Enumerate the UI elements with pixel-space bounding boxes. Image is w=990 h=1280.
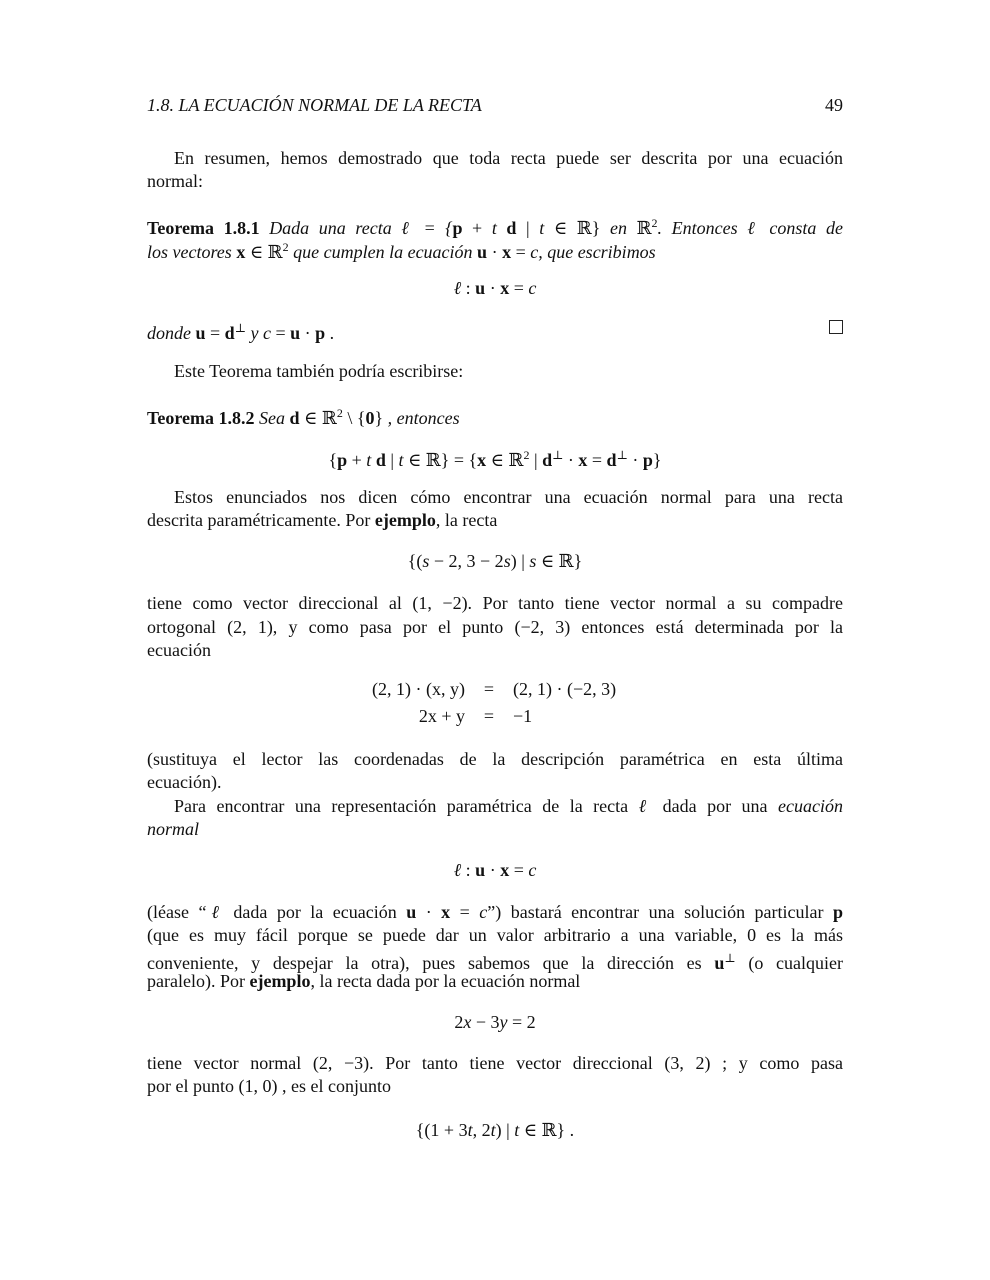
text-segment: (o cualquier — [735, 953, 843, 973]
text-segment: Este Teorema también podría escribirse: — [174, 361, 464, 381]
text-segment: u — [477, 242, 488, 262]
bold-text: Teorema 1.8.1 — [147, 218, 270, 238]
italic-text: t — [491, 218, 507, 238]
text-segment: u — [195, 323, 206, 343]
italic-text: t — [467, 1120, 473, 1140]
text-segment: = — [587, 450, 607, 470]
text-line — [147, 360, 843, 382]
text-line — [147, 486, 843, 508]
text-segment: En resumen, hemos demostrado que toda recta puede ser descrita por una ecuación — [174, 148, 843, 168]
italic-text: ℓ — [453, 278, 462, 298]
text-segment: = — [270, 323, 291, 343]
italic-text: t — [514, 1120, 520, 1140]
text-line — [147, 970, 843, 992]
text-segment: ortogonal (2, 1), y como pasa por el punto (−2, 3) entonces está determinada por la — [147, 617, 843, 637]
text-segment: + — [462, 218, 492, 238]
text-segment: ∈ ℝ} = { — [403, 450, 478, 470]
text-segment: x — [441, 902, 451, 922]
page-number: 49 — [825, 95, 843, 115]
text-segment: d — [606, 450, 617, 470]
italic-text: que cumplen la ecuación — [288, 242, 478, 262]
text-line — [147, 1052, 843, 1074]
text-segment: 2 — [651, 216, 658, 230]
text-line — [147, 771, 843, 793]
text-segment: u — [714, 953, 725, 973]
text-segment: {( — [407, 551, 423, 571]
text-line — [147, 795, 843, 817]
text-segment: paralelo). Por — [147, 971, 250, 991]
italic-text: c — [528, 278, 537, 298]
italic-text: y c — [245, 323, 271, 343]
text-segment: p — [315, 323, 326, 343]
text-segment: x — [236, 242, 246, 262]
italic-text: y — [499, 1012, 508, 1032]
text-line — [147, 901, 843, 923]
bold-text: ejemplo — [249, 971, 311, 991]
text-segment: d — [224, 323, 235, 343]
text-segment: conveniente, y despejar la otra), pues sabemos que la dirección es — [147, 953, 715, 973]
text-segment: ecuación). — [147, 772, 222, 792]
text-segment: . — [325, 323, 335, 343]
italic-text: x — [463, 1012, 472, 1032]
text-segment: ⊥ — [234, 321, 246, 335]
text-segment: : — [461, 278, 476, 298]
text-segment: d — [289, 408, 300, 428]
text-segment: ∈ ℝ} . — [519, 1120, 575, 1140]
italic-text: c, que escribimos — [530, 242, 656, 262]
qed-box-icon — [829, 320, 843, 334]
text-segment: descrita paramétricamente. Por — [147, 510, 375, 530]
text-segment: ⊥ — [616, 448, 628, 462]
aligned-equation — [330, 679, 660, 727]
text-segment: ∈ ℝ} — [544, 218, 610, 238]
text-segment: { — [328, 450, 338, 470]
italic-text: c — [528, 860, 537, 880]
text-segment: 0 — [365, 408, 375, 428]
text-segment: ⊥ — [552, 448, 564, 462]
text-segment: p — [642, 450, 653, 470]
text-segment: · — [627, 450, 643, 470]
text-line — [147, 1075, 843, 1097]
text-segment: d — [542, 450, 553, 470]
italic-text: s — [529, 551, 537, 571]
italic-text: t — [539, 218, 545, 238]
equation-right-side: −1 — [513, 706, 533, 726]
display-equation — [147, 550, 843, 572]
text-line — [147, 748, 843, 770]
italic-text: donde — [147, 323, 196, 343]
bold-text: Teorema 1.8.2 — [147, 408, 259, 428]
text-segment: \ { — [342, 408, 366, 428]
text-segment: · — [485, 278, 501, 298]
equation-left-side: (2, 1) · (x, y) — [372, 679, 465, 699]
text-segment: ecuación — [147, 640, 211, 660]
text-segment: u — [290, 323, 301, 343]
text-segment: · — [487, 242, 503, 262]
text-segment: − 2, 3 − 2 — [429, 551, 504, 571]
italic-text: ℓ — [638, 796, 653, 816]
text-line — [147, 616, 843, 638]
text-segment: · — [300, 323, 316, 343]
text-segment: x — [578, 450, 588, 470]
text-segment: ) | — [495, 1120, 515, 1140]
text-segment: = — [509, 278, 529, 298]
text-line — [147, 212, 843, 239]
text-segment: 2 — [523, 448, 530, 462]
text-segment: ∈ ℝ — [486, 450, 524, 470]
display-equation — [147, 859, 843, 881]
text-segment: u — [475, 860, 486, 880]
text-segment: ) | — [510, 551, 530, 571]
text-line — [147, 402, 843, 429]
italic-text: , entonces — [387, 408, 460, 428]
equation-relation: = — [483, 679, 495, 699]
text-segment: ℝ — [636, 218, 652, 238]
text-segment: dada por una — [652, 796, 779, 816]
italic-text: los vectores — [147, 242, 237, 262]
text-segment: 2 — [454, 1012, 464, 1032]
text-segment: = — [511, 242, 531, 262]
italic-text: t — [398, 450, 404, 470]
equation-relation: = — [483, 706, 495, 726]
text-segment: , la recta — [435, 510, 498, 530]
text-segment: = — [205, 323, 225, 343]
italic-text: t — [366, 450, 376, 470]
text-segment: 2 — [336, 406, 343, 420]
text-line — [147, 509, 843, 531]
text-segment: : — [461, 860, 476, 880]
text-segment: − 3 — [471, 1012, 500, 1032]
italic-text: Sea — [259, 408, 290, 428]
text-segment: Para encontrar una representación paramétrica de la recta — [174, 796, 639, 816]
text-line — [147, 592, 843, 614]
text-segment: Estos enunciados nos dicen cómo encontrar una ecuación normal para una recta — [174, 487, 843, 507]
text-segment: tiene vector normal (2, −3). Por tanto tiene vector direccional (3, 2) ; y como pasa — [147, 1053, 843, 1073]
italic-text: Dada una recta ℓ = { — [269, 218, 453, 238]
text-line — [147, 147, 843, 169]
italic-text: en — [609, 218, 637, 238]
text-segment: + — [347, 450, 367, 470]
text-segment: 2 — [282, 240, 289, 254]
display-equation — [147, 444, 843, 471]
equation-left-side: 2x + y — [418, 706, 465, 726]
text-segment: ∈ ℝ} — [536, 551, 583, 571]
italic-text: ℓ — [206, 902, 224, 922]
text-segment: x — [502, 242, 512, 262]
text-segment: p — [452, 218, 463, 238]
text-line — [147, 170, 843, 192]
text-segment: p — [833, 902, 844, 922]
text-segment: = — [509, 860, 529, 880]
text-segment: u — [406, 902, 417, 922]
italic-text: c — [479, 902, 488, 922]
text-segment: p — [337, 450, 348, 470]
text-segment: , la recta dada por la ecuación normal — [310, 971, 581, 991]
text-line — [147, 818, 843, 840]
display-equation — [147, 1119, 843, 1141]
text-segment: d — [375, 450, 386, 470]
text-segment: x — [500, 278, 510, 298]
text-segment: = — [450, 902, 480, 922]
text-segment: dada por la ecuación — [223, 902, 407, 922]
bold-text: ejemplo — [374, 510, 436, 530]
text-segment: u — [475, 278, 486, 298]
text-line — [147, 639, 843, 661]
text-segment: | — [529, 450, 543, 470]
text-segment: (que es muy fácil porque se puede dar un valor arbitrario a una variable, 0 es la más — [147, 925, 843, 945]
text-segment: {(1 + 3 — [415, 1120, 468, 1140]
text-segment: · — [485, 860, 501, 880]
text-segment: por el punto (1, 0) , es el conjunto — [147, 1076, 391, 1096]
text-segment: } — [652, 450, 662, 470]
text-line — [147, 924, 843, 946]
text-segment: · — [416, 902, 442, 922]
text-segment: (léase “ — [147, 902, 207, 922]
italic-text: s — [422, 551, 430, 571]
text-segment: d — [506, 218, 517, 238]
text-line — [147, 236, 843, 263]
display-equation — [147, 1011, 843, 1033]
italic-text: s — [503, 551, 511, 571]
italic-text: ecuación — [778, 796, 843, 816]
chapter-section-title: 1.8. LA ECUACIÓN NORMAL DE LA RECTA — [147, 95, 482, 115]
text-segment: x — [500, 860, 510, 880]
text-segment: ⊥ — [724, 951, 736, 965]
italic-text: t — [490, 1120, 496, 1140]
text-segment: x — [477, 450, 487, 470]
italic-text: . Entonces ℓ consta de — [657, 218, 843, 238]
italic-text: ℓ — [453, 860, 462, 880]
display-equation — [147, 277, 843, 299]
text-segment: | — [516, 218, 540, 238]
equation-right-side: (2, 1) · (−2, 3) — [513, 679, 617, 699]
text-segment: normal: — [147, 171, 203, 191]
text-segment: tiene como vector direccional al (1, −2). Por tanto tiene vector normal a su compadre — [147, 593, 843, 613]
text-segment: | — [385, 450, 399, 470]
italic-text: normal — [147, 819, 200, 839]
text-segment: ”) bastará encontrar una solución particular — [487, 902, 833, 922]
text-segment: = 2 — [507, 1012, 536, 1032]
text-segment: · — [563, 450, 579, 470]
text-segment: (sustituya el lector las coordenadas de la descripción paramétrica en esta última — [147, 749, 843, 769]
text-segment: , 2 — [472, 1120, 491, 1140]
text-line — [147, 317, 843, 344]
text-segment: ∈ ℝ — [299, 408, 337, 428]
text-segment: } — [374, 408, 388, 428]
text-segment: ∈ ℝ — [245, 242, 283, 262]
